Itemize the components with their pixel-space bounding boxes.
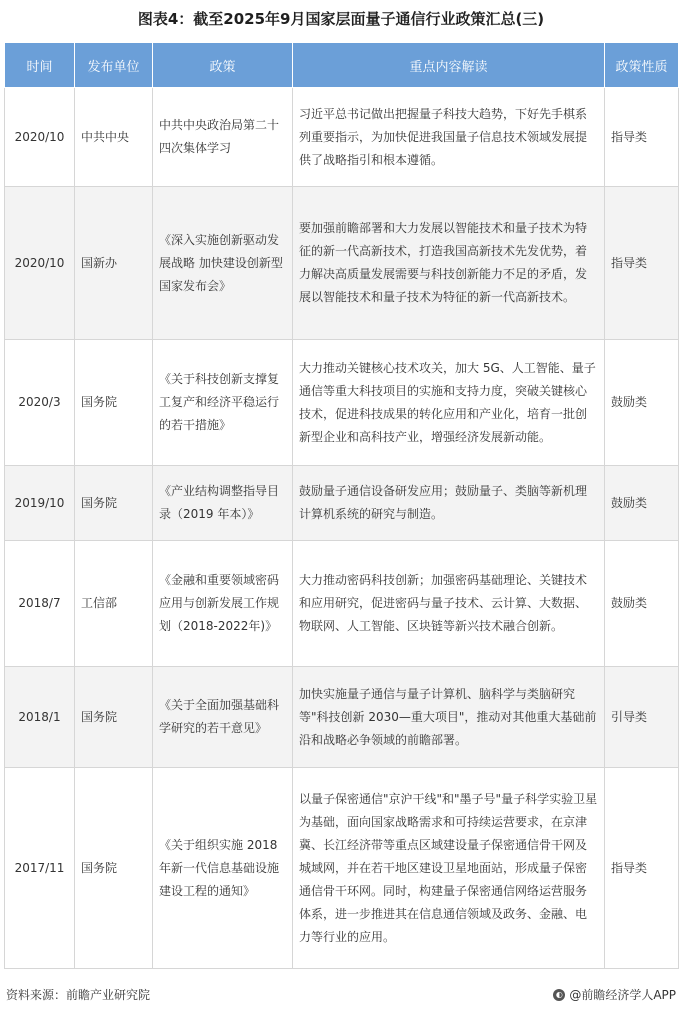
cell-content: 加快实施量子通信与量子计算机、脑科学与类脑研究等"科技创新 2030—重大项目"，推动对其他重大基础前沿和战略必争领域的前瞻部署。 [293, 667, 605, 768]
brand-label: @前瞻经济学人APP [569, 988, 676, 1002]
cell-type: 鼓励类 [605, 541, 679, 667]
cell-org: 国务院 [75, 768, 153, 969]
column-header-type: 政策性质 [605, 43, 679, 88]
cell-org: 国务院 [75, 466, 153, 541]
cell-type: 指导类 [605, 187, 679, 340]
cell-time: 2019/10 [5, 466, 75, 541]
table-row [5, 768, 679, 969]
footer [0, 984, 682, 1006]
source-note: 资料来源：前瞻产业研究院 [6, 988, 151, 1002]
brand-logo-icon: ◐ [553, 989, 565, 1001]
cell-org: 国务院 [75, 667, 153, 768]
cell-policy: 《关于科技创新支撑复工复产和经济平稳运行的若干措施》 [153, 340, 293, 466]
cell-policy: 《产业结构调整指导目录（2019 年本）》 [153, 466, 293, 541]
cell-policy: 《关于组织实施 2018 年新一代信息基础设施建设工程的通知》 [153, 768, 293, 969]
cell-content: 要加强前瞻部署和大力发展以智能技术和量子技术为特征的新一代高新技术，打造我国高新技术先发优势，着力解决高质量发展需要与科技创新能力不足的矛盾，发展以智能技术和量子技术为特征的新一代高新技术。 [293, 187, 605, 340]
table-row [5, 667, 679, 768]
table-row [5, 340, 679, 466]
cell-content: 鼓励量子通信设备研发应用；鼓励量子、类脑等新机理计算机系统的研究与制造。 [293, 466, 605, 541]
table-row [5, 187, 679, 340]
cell-type: 鼓励类 [605, 340, 679, 466]
cell-content: 大力推动密码科技创新；加强密码基础理论、关键技术和应用研究，促进密码与量子技术、云计算、大数据、物联网、人工智能、区块链等新兴技术融合创新。 [293, 541, 605, 667]
column-header-policy: 政策 [153, 43, 293, 88]
brand-credit [553, 986, 676, 1003]
cell-time: 2020/3 [5, 340, 75, 466]
cell-time: 2020/10 [5, 187, 75, 340]
cell-content: 大力推动关键核心技术攻关，加大 5G、人工智能、量子通信等重大科技项目的实施和支持力度，突破关键核心技术，促进科技成果的转化应用和产业化，培育一批创新型企业和高科技产业，增强经济发展新动能。 [293, 340, 605, 466]
cell-time: 2017/11 [5, 768, 75, 969]
cell-org: 工信部 [75, 541, 153, 667]
cell-org: 中共中央 [75, 88, 153, 187]
cell-content: 习近平总书记做出把握量子科技大趋势，下好先手棋系列重要指示，为加快促进我国量子信息技术领域发展提供了战略指引和根本遵循。 [293, 88, 605, 187]
table-row [5, 466, 679, 541]
policy-table [4, 42, 679, 969]
cell-content: 以量子保密通信"京沪干线"和"墨子号"量子科学实验卫星为基础，面向国家战略需求和可持续运营要求，在京津冀、长江经济带等重点区域建设量子保密通信骨干网及城域网，并在若干地区建设卫星地面站，形成量子保密通信骨干环网。同时，构建量子保密通信网络运营服务体系，进一步推进其在信息通信领域及政务、金融、电力等行业的应用。 [293, 768, 605, 969]
table-row [5, 541, 679, 667]
column-header-content: 重点内容解读 [293, 43, 605, 88]
cell-type: 引导类 [605, 667, 679, 768]
cell-policy: 《金融和重要领域密码应用与创新发展工作规划（2018-2022年)》 [153, 541, 293, 667]
cell-type: 鼓励类 [605, 466, 679, 541]
table-row [5, 88, 679, 187]
cell-time: 2018/1 [5, 667, 75, 768]
table-title: 图表4：截至2025年9月国家层面量子通信行业政策汇总(三) [137, 10, 545, 28]
column-header-time: 时间 [5, 43, 75, 88]
cell-time: 2018/7 [5, 541, 75, 667]
cell-org: 国务院 [75, 340, 153, 466]
cell-org: 国新办 [75, 187, 153, 340]
table-header-row [5, 43, 679, 88]
cell-policy: 《深入实施创新驱动发展战略 加快建设创新型国家发布会》 [153, 187, 293, 340]
cell-time: 2020/10 [5, 88, 75, 187]
cell-policy: 《关于全面加强基础科学研究的若干意见》 [153, 667, 293, 768]
cell-policy: 中共中央政治局第二十四次集体学习 [153, 88, 293, 187]
cell-type: 指导类 [605, 768, 679, 969]
column-header-org: 发布单位 [75, 43, 153, 88]
cell-type: 指导类 [605, 88, 679, 187]
